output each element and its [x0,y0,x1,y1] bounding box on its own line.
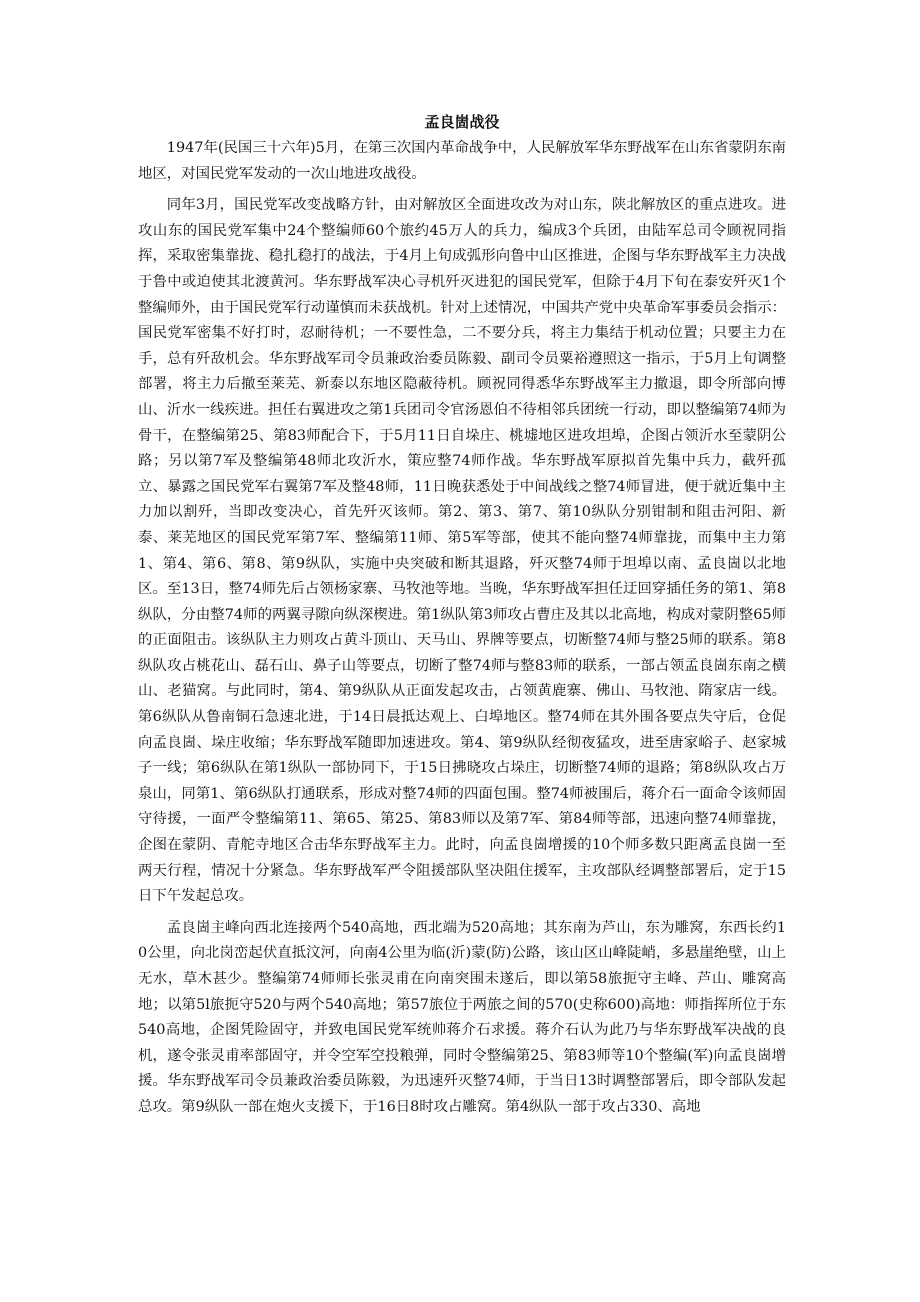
paragraph-terrain: 孟良崮主峰向西北连接两个540高地，西北端为520高地；其东南为芦山，东为雕窝，东西长约10公里，向北岗峦起伏直抵汶河，向南4公里为临(沂)蒙(防)公路，该山区山峰陡峭，多悬崖绝壁，山上无水，草木甚少。整编第74师师长张灵甫在向南突围未遂后，即以第58旅扼守主峰、芦山、雕窝高地；以第5l旅扼守520与两个540高地；第57旅位于两旅之间的570(史称600)高地：师指挥所位于东540高地，企图凭险固守，并致电国民党军统帅蒋介石求援。蒋介石认为此乃与华东野战军决战的良机，遂令张灵甫率部固守，并令空军空投粮弹，同时令整编第25、第83师等10个整编(军)向孟良崮增援。华东野战军司令员兼政治委员陈毅，为迅速歼灭整74师，于当日13时调整部署后，即令部队发起总攻。第9纵队一部在炮火支援下，于16日8时攻占雕窝。第4纵队一部于攻占330、高地 [138,919,786,1115]
paragraph-background: 同年3月，国民党军改变战略方针，由对解放区全面进攻改为对山东，陕北解放区的重点进攻。进攻山东的国民党军集中24个整编师60个旅约45万人的兵力，编成3个兵团，由陆军总司令顾祝同指挥，采取密集靠拢、稳扎稳打的战法，于4月上旬成弧形向鲁中山区推进，企图与华东野战军主力决战于鲁中或迫使其北渡黄河。华东野战军决心寻机歼灭进犯的国民党军，但除于4月下旬在泰安歼灭1个整编师外，由于国民党军行动谨慎而未获战机。针对上述情况，中国共产党中央革命军事委员会指示：国民党军密集不好打时，忍耐待机；一不要性急，二不要分兵，将主力集结于机动位置；只要主力在手，总有歼敌机会。华东野战军司令员兼政治委员陈毅、副司令员粟裕遵照这一指示，于5月上旬调整部署，将主力后撤至莱芜、新泰以东地区隐蔽待机。顾祝同得悉华东野战军主力撤退，即令所部向博山、沂水一线疾进。担任右翼进攻之第1兵团司令官汤恩伯不待相邻兵团统一行动，即以整编第74师为骨干，在整编第25、第83师配合下，于5月11日自垛庄、桃墟地区进攻坦埠，企图占领沂水至蒙阴公路；另以第7军及整编第48师北攻沂水，策应整74师作战。华东野战军原拟首先集中兵力，截歼孤立、暴露之国民党军右翼第7军及整48师，11日晚获悉处于中间战线之整74师冒进，便于就近集中主力加以割歼，当即改变决心，首先歼灭该师。第2、第3、第7、第10纵队分别钳制和阻击河阳、新泰、莱芜地区的国民党军第7军、整编第11师、第5军等部，使其不能向整74师靠拢，而集中主力第1、第4、第6、第8、第9纵队，实施中央突破和断其退路，歼灭整74师于坦埠以南、孟良崮以北地区。至13日，整74师先后占领杨家寨、马牧池等地。当晚，华东野战军担任迂回穿插任务的第1、第8纵队，分由整74师的两翼寻隙向纵深楔进。第1纵队第3师攻占曹庄及其以北高地，构成对蒙阴整65师的正面阻击。该纵队主力则攻占黄斗顶山、天马山、界牌等要点，切断整74师与整25师的联系。第8纵队攻占桃花山、磊石山、鼻子山等要点，切断了整74师与整83师的联系，一部占领孟良崮东南之横山、老猫窝。与此同时，第4、第9纵队从正面发起攻击，占领黄鹿寨、佛山、马牧池、隋家店一线。第6纵队从鲁南铜石急速北进，于14日晨抵达观上、白埠地区。整74师在其外围各要点失守后，仓促向孟良崮、垛庄收缩；华东野战军随即加速进攻。第4、第9纵队经彻夜猛攻，进至唐家峪子、赵家城子一线；第6纵队在第1纵队一部协同下，于15日拂晓攻占垛庄，切断整74师的退路；第8纵队攻占万泉山，同第1、第6纵队打通联系，形成对整74师的四面包围。整74师被围后，蒋介石一面命令该师固守待援，一面严令整编第11、第65、第25、第83师以及第7军、第84师等部，迅速向整74师靠拢，企图在蒙阴、青舵寺地区合击华东野战军主力。此时，向孟良崮增援的10个师多数只距离孟良崮一至两天行程，情况十分紧急。华东野战军严令阻援部队坚决阻住援军，主攻部队经调整部署后，定于15日下午发起总攻。 [138,197,786,905]
paragraph-intro: 1947年(民国三十六年)5月，在第三次国内革命战争中，人民解放军华东野战军在山东省蒙阴东南地区，对国民党军发动的一次山地进攻战役。 [138,140,786,182]
document-page [138,110,786,1127]
document-title: 孟良崮战役 [424,113,500,131]
